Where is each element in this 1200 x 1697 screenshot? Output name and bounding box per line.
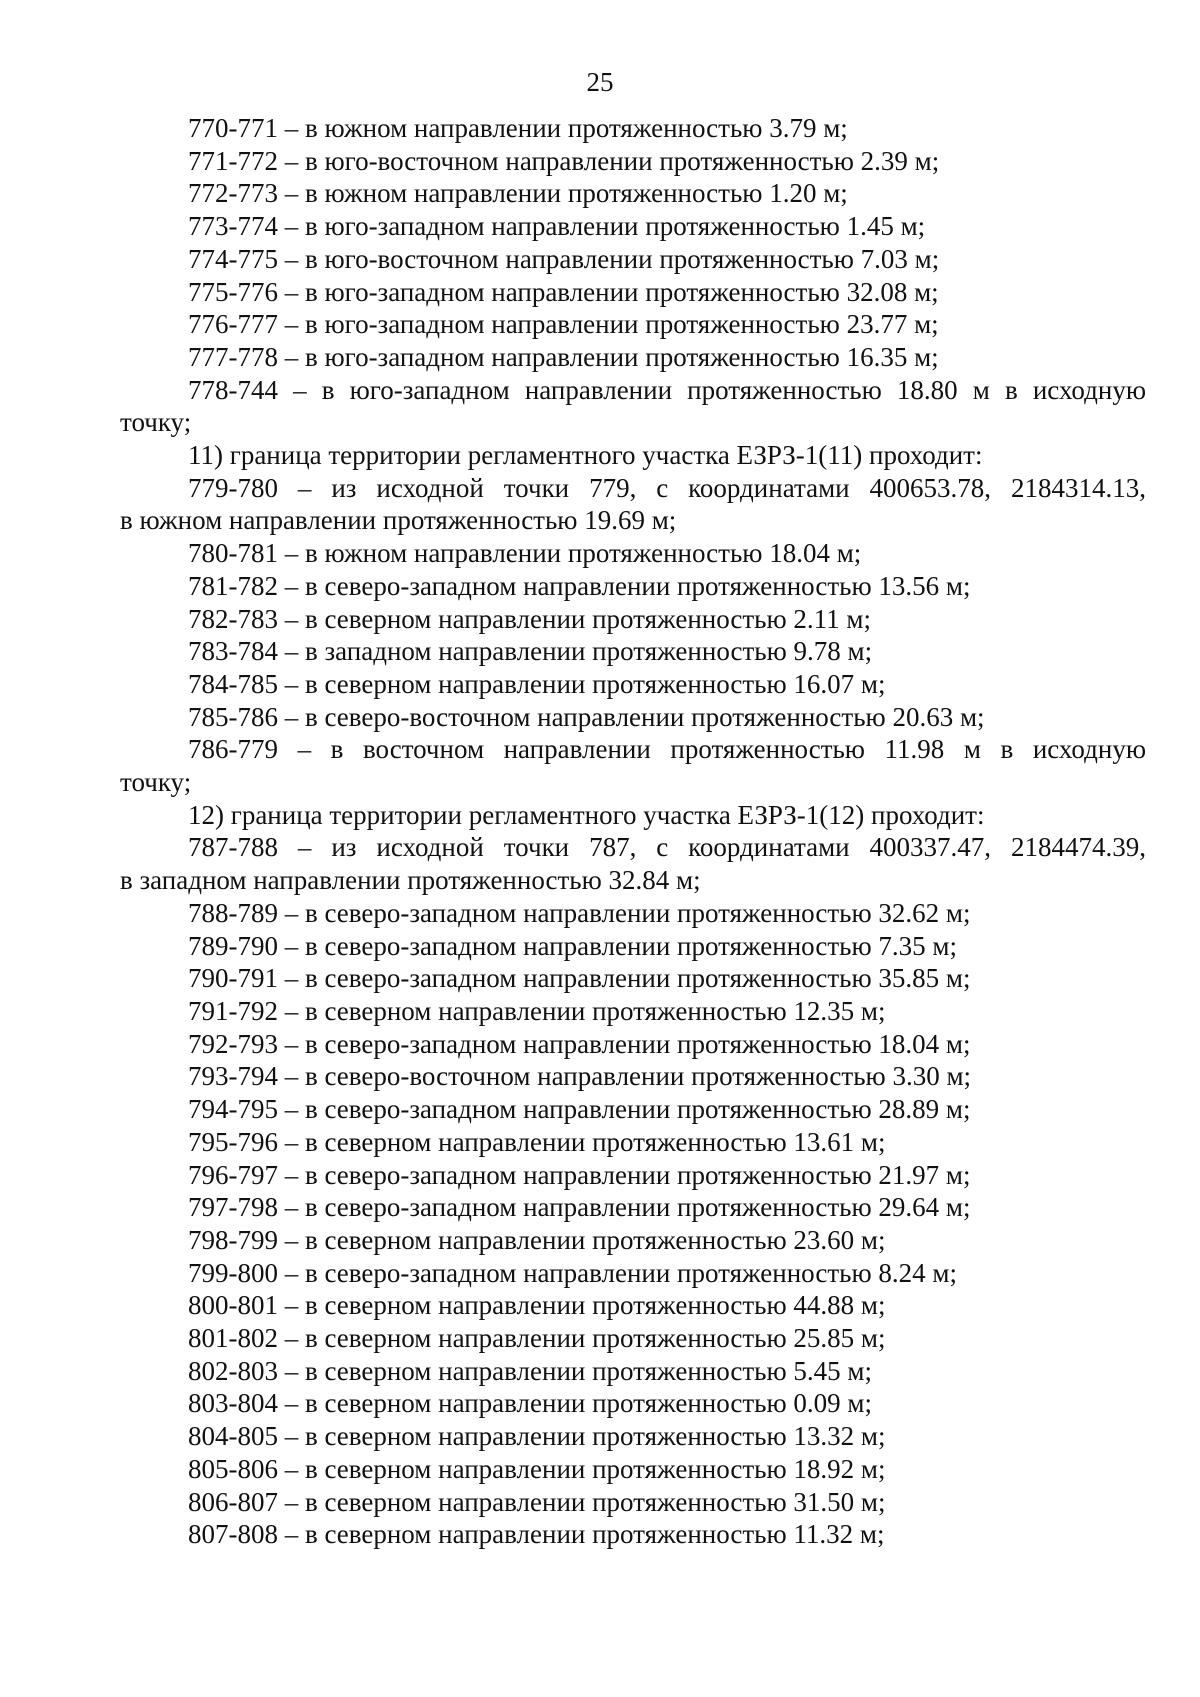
text-line: 800-801 – в северном направлении протяженностью 44.88 м; <box>188 1290 886 1321</box>
text-line: 804-805 – в северном направлении протяженностью 13.32 м; <box>188 1421 886 1452</box>
text-line: 774-775 – в юго-восточном направлении протяженностью 7.03 м; <box>188 243 940 274</box>
text-line: в западном направлении протяженностью 32.84 м; <box>120 865 701 896</box>
text-line: 787-788 – из исходной точки 787, с координатами 400337.47, 2184474.39, <box>188 832 1146 863</box>
text-line: 805-806 – в северном направлении протяженностью 18.92 м; <box>188 1453 886 1484</box>
text-line: 794-795 – в северо-западном направлении протяженностью 28.89 м; <box>188 1094 971 1125</box>
text-line: точку; <box>120 767 192 798</box>
text-line: точку; <box>120 407 192 438</box>
text-line: 801-802 – в северном направлении протяженностью 25.85 м; <box>188 1323 886 1354</box>
text-line: 803-804 – в северном направлении протяженностью 0.09 м; <box>188 1388 873 1419</box>
text-line: 793-794 – в северо-восточном направлении протяженностью 3.30 м; <box>188 1061 972 1092</box>
text-line: 798-799 – в северном направлении протяженностью 23.60 м; <box>188 1224 886 1255</box>
text-line: 12) граница территории регламентного участка ЕЗРЗ-1(12) проходит: <box>188 799 985 830</box>
text-line: 11) граница территории регламентного участка ЕЗРЗ-1(11) проходит: <box>188 440 983 471</box>
text-line: 786-779 – в восточном направлении протяженностью 11.98 м в исходную <box>188 734 1146 765</box>
text-line: 778-744 – в юго-западном направлении протяженностью 18.80 м в исходную <box>188 374 1146 405</box>
text-line: 785-786 – в северо-восточном направлении протяженностью 20.63 м; <box>188 701 985 732</box>
text-line: 802-803 – в северном направлении протяженностью 5.45 м; <box>188 1355 873 1386</box>
text-line: 790-791 – в северо-западном направлении протяженностью 35.85 м; <box>188 963 971 994</box>
text-line: 791-792 – в северном направлении протяженностью 12.35 м; <box>188 995 886 1026</box>
text-line: 799-800 – в северо-западном направлении протяженностью 8.24 м; <box>188 1257 957 1288</box>
page-number: 25 <box>586 67 614 97</box>
text-line: 784-785 – в северном направлении протяженностью 16.07 м; <box>188 668 886 699</box>
text-line: 779-780 – из исходной точки 779, с координатами 400653.78, 2184314.13, <box>188 472 1146 503</box>
text-line: 777-778 – в юго-западном направлении протяженностью 16.35 м; <box>188 341 939 372</box>
text-line: 775-776 – в юго-западном направлении протяженностью 32.08 м; <box>188 276 939 307</box>
text-line: 795-796 – в северном направлении протяженностью 13.61 м; <box>188 1126 886 1157</box>
text-line: 770-771 – в южном направлении протяженностью 3.79 м; <box>188 113 848 143</box>
text-line: 771-772 – в юго-восточном направлении протяженностью 2.39 м; <box>188 145 940 176</box>
text-line: 806-807 – в северном направлении протяженностью 31.50 м; <box>188 1486 886 1517</box>
text-line: 807-808 – в северном направлении протяженностью 11.32 м; <box>188 1519 885 1550</box>
text-line: 776-777 – в юго-западном направлении протяженностью 23.77 м; <box>188 309 939 340</box>
text-line: 773-774 – в юго-западном направлении протяженностью 1.45 м; <box>188 211 926 242</box>
text-line: 796-797 – в северо-западном направлении протяженностью 21.97 м; <box>188 1159 971 1190</box>
text-line: 797-798 – в северо-западном направлении протяженностью 29.64 м; <box>188 1192 971 1223</box>
text-line: 781-782 – в северо-западном направлении протяженностью 13.56 м; <box>188 570 971 601</box>
text-line: 789-790 – в северо-западном направлении протяженностью 7.35 м; <box>188 930 957 961</box>
text-line: в южном направлении протяженностью 19.69 м; <box>120 505 677 536</box>
text-line: 780-781 – в южном направлении протяженностью 18.04 м; <box>188 538 862 569</box>
text-line: 772-773 – в южном направлении протяженностью 1.20 м; <box>188 178 848 209</box>
text-line: 782-783 – в северном направлении протяженностью 2.11 м; <box>188 603 872 634</box>
text-line: 783-784 – в западном направлении протяженностью 9.78 м; <box>188 636 873 667</box>
document-body <box>120 112 1146 1551</box>
text-line: 788-789 – в северо-западном направлении протяженностью 32.62 м; <box>188 897 971 928</box>
text-line: 792-793 – в северо-западном направлении протяженностью 18.04 м; <box>188 1028 971 1059</box>
